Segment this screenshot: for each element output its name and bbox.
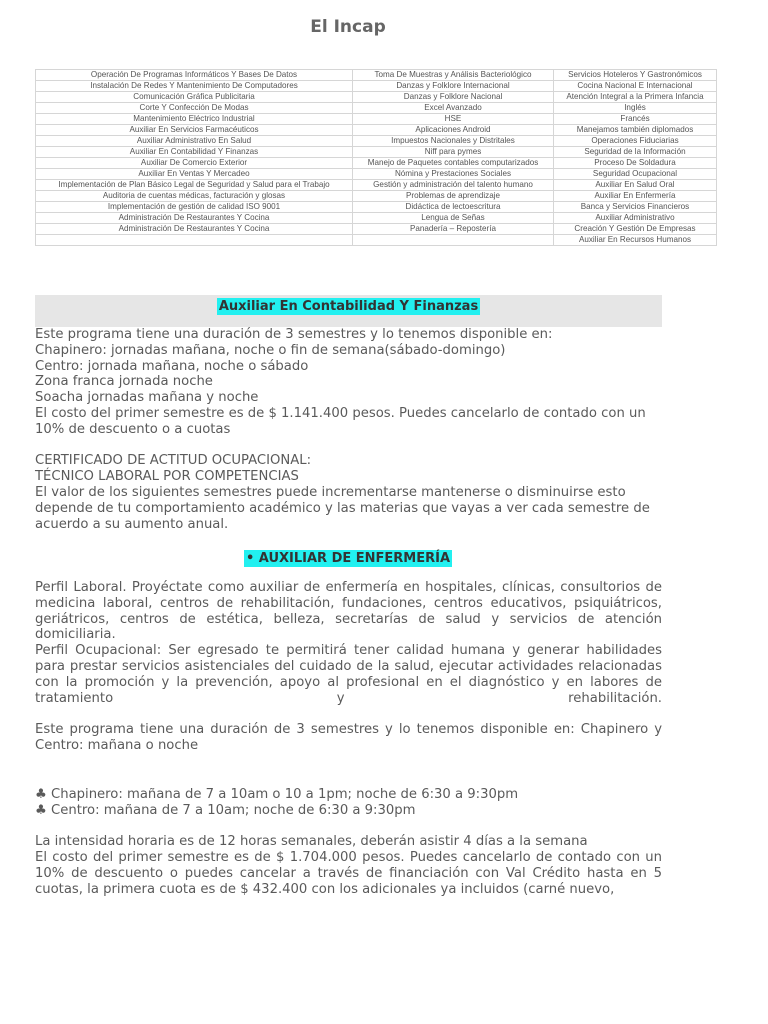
table-cell: Impuestos Nacionales y Distritales [353, 136, 554, 147]
spacer [35, 706, 662, 722]
table-cell: Toma De Muestras y Análisis Bacteriológico [353, 70, 554, 81]
table-cell: Implementación de Plan Básico Legal de Seguridad y Salud para el Trabajo [36, 180, 353, 191]
section-heading-enfermeria: • AUXILIAR DE ENFERMERÍA [245, 551, 451, 566]
spacer [35, 438, 662, 454]
table-cell: Corte Y Confección De Modas [36, 103, 353, 114]
table-row [36, 147, 717, 158]
table-row [36, 213, 717, 224]
table-row [36, 224, 717, 235]
cost-paragraph-enfermeria: El costo del primer semestre es de $ 1.704.000 pesos. Puedes cancelarlo de contado con un 10% de descuento o puedes cancelar a través de financiación con Val Crédito hasta en 5 cuotas, la primera cuota es de $ 432.400 con los adicionales ya incluidos (carné nuevo, [35, 850, 662, 897]
table-cell: Gestión y administración del talento humano [353, 180, 554, 191]
perfil-laboral: Perfil Laboral. Proyéctate como auxiliar de enfermería en hospitales, clínicas, consultorios de medicina laboral, centros de rehabilitación, fundaciones, centros educativos, psiquiátricos, geriátricos, centros de estética, belleza, secretarías de salud y servicios de atención domiciliaria. [35, 580, 662, 643]
section-enfermeria-body [35, 580, 662, 754]
table-cell: Implementación de gestión de calidad ISO 9001 [36, 202, 353, 213]
table-cell: Didáctica de lectoescritura [353, 202, 554, 213]
table-cell: Auditoria de cuentas médicas, facturación y glosas [36, 191, 353, 202]
table-cell: Mantenimiento Eléctrico Industrial [36, 114, 353, 125]
table-cell: Manejamos también diplomados [554, 125, 717, 136]
table-cell: Danzas y Folklore Nacional [353, 92, 554, 103]
certificate-line: CERTIFICADO DE ACTITUD OCUPACIONAL: [35, 453, 312, 469]
table-row [36, 70, 717, 81]
table-cell: Banca y Servicios Financieros [554, 202, 717, 213]
table-row [36, 158, 717, 169]
table-cell: Operaciones Fiduciarias [554, 136, 717, 147]
spacer [35, 819, 662, 835]
table-row [36, 103, 717, 114]
text-line: Centro: jornada mañana, noche o sábado [35, 358, 309, 374]
table-cell: Auxiliar En Contabilidad Y Finanzas [36, 147, 353, 158]
table-cell: Niff para pymes [353, 147, 554, 158]
certificate-line: TÉCNICO LABORAL POR COMPETENCIAS [35, 469, 299, 485]
table-cell: Auxiliar En Servicios Farmacéuticos [36, 125, 353, 136]
table-cell: Auxiliar En Enfermería [554, 191, 717, 202]
table-cell: Panadería – Repostería [353, 224, 554, 235]
table-cell: Inglés [554, 103, 717, 114]
table-cell: Servicios Hoteleros Y Gastronómicos [554, 70, 717, 81]
table-row [36, 125, 717, 136]
page-title: El Incap [310, 17, 386, 37]
table-cell: Creación Y Gestión De Empresas [554, 224, 717, 235]
table-cell: Operación De Programas Informáticos Y Bases De Datos [36, 70, 353, 81]
table-cell: Cocina Nacional E Internacional [554, 81, 717, 92]
cost-paragraph: El costo del primer semestre es de $ 1.141.400 pesos. Puedes cancelarlo de contado con un 10% de descuento o a cuotas [35, 405, 646, 437]
table-row [36, 136, 717, 147]
table-cell: Auxiliar En Salud Oral [554, 180, 717, 191]
table-cell: Lengua de Señas [353, 213, 554, 224]
table-cell: Auxiliar En Ventas Y Mercadeo [36, 169, 353, 180]
table-cell: Auxiliar En Recursos Humanos [554, 235, 717, 246]
table-cell [353, 235, 554, 246]
table-cell: Seguridad de la Información [554, 147, 717, 158]
programs-table [35, 69, 717, 246]
semester-note: El valor de los siguientes semestres puede incrementarse mantenerse o disminuirse esto depende de tu comportamiento académico y las materias que vayas a ver cada semestre de acuerdo a su aumento anual. [35, 484, 650, 532]
programs-table-body [36, 70, 717, 246]
table-row [36, 81, 717, 92]
perfil-ocupacional: Perfil Ocupacional: Ser egresado te permitirá tener calidad humana y generar habilidades para prestar servicios asistenciales del cuidado de la salud, ejecutar actividades relacionadas con la promoción y la prevención, apoyo al profesional en el diagnóstico y en labores de tratamiento y rehabilitación. [35, 643, 662, 706]
schedule-item: ♣ Centro: mañana de 7 a 10am; noche de 6:30 a 9:30pm [35, 802, 416, 818]
table-cell: Excel Avanzado [353, 103, 554, 114]
table-row [36, 114, 717, 125]
table-row [36, 180, 717, 191]
table-cell: Problemas de aprendizaje [353, 191, 554, 202]
section-heading-contabilidad: Auxiliar En Contabilidad Y Finanzas [218, 299, 479, 314]
text-line: Chapinero: jornadas mañana, noche o fin de semana(sábado-domingo) [35, 342, 506, 358]
table-cell: HSE [353, 114, 554, 125]
table-cell: Proceso De Soldadura [554, 158, 717, 169]
text-line: Soacha jornadas mañana y noche [35, 390, 259, 406]
table-cell: Auxiliar De Comercio Exterior [36, 158, 353, 169]
table-row [36, 169, 717, 180]
text-line: Zona franca jornada noche [35, 374, 213, 390]
table-row [36, 191, 717, 202]
table-cell: Nómina y Prestaciones Sociales [353, 169, 554, 180]
section-heading-band [35, 295, 662, 327]
table-cell: Administración De Restaurantes Y Cocina [36, 213, 353, 224]
table-cell: Danzas y Folklore Internacional [353, 81, 554, 92]
table-cell: Administración De Restaurantes Y Cocina [36, 224, 353, 235]
table-row [36, 235, 717, 246]
section-heading-enfermeria-wrap [0, 547, 696, 567]
table-row [36, 92, 717, 103]
table-cell: Instalación De Redes Y Mantenimiento De Computadores [36, 81, 353, 92]
table-cell: Manejo de Paquetes contables computarizados [353, 158, 554, 169]
section-contabilidad-body [35, 327, 662, 532]
table-row [36, 202, 717, 213]
table-cell: Seguridad Ocupacional [554, 169, 717, 180]
schedule-item: ♣ Chapinero: mañana de 7 a 10am o 10 a 1pm; noche de 6:30 a 9:30pm [35, 787, 519, 802]
table-cell: Comunicación Gráfica Publicitaria [36, 92, 353, 103]
text-line: Este programa tiene una duración de 3 semestres y lo tenemos disponible en: [35, 327, 553, 342]
schedules-list [35, 787, 662, 898]
table-cell: Atención Integral a la Primera Infancia [554, 92, 717, 103]
intensity-line: La intensidad horaria es de 12 horas semanales, deberán asistir 4 días a la semana [35, 834, 588, 850]
table-cell: Auxiliar Administrativo [554, 213, 717, 224]
table-cell: Francés [554, 114, 717, 125]
table-cell: Aplicaciones Android [353, 125, 554, 136]
table-cell: Auxiliar Administrativo En Salud [36, 136, 353, 147]
duration-paragraph: Este programa tiene una duración de 3 semestres y lo tenemos disponible en: Chapinero y Centro: mañana o noche [35, 722, 662, 753]
table-cell [36, 235, 353, 246]
